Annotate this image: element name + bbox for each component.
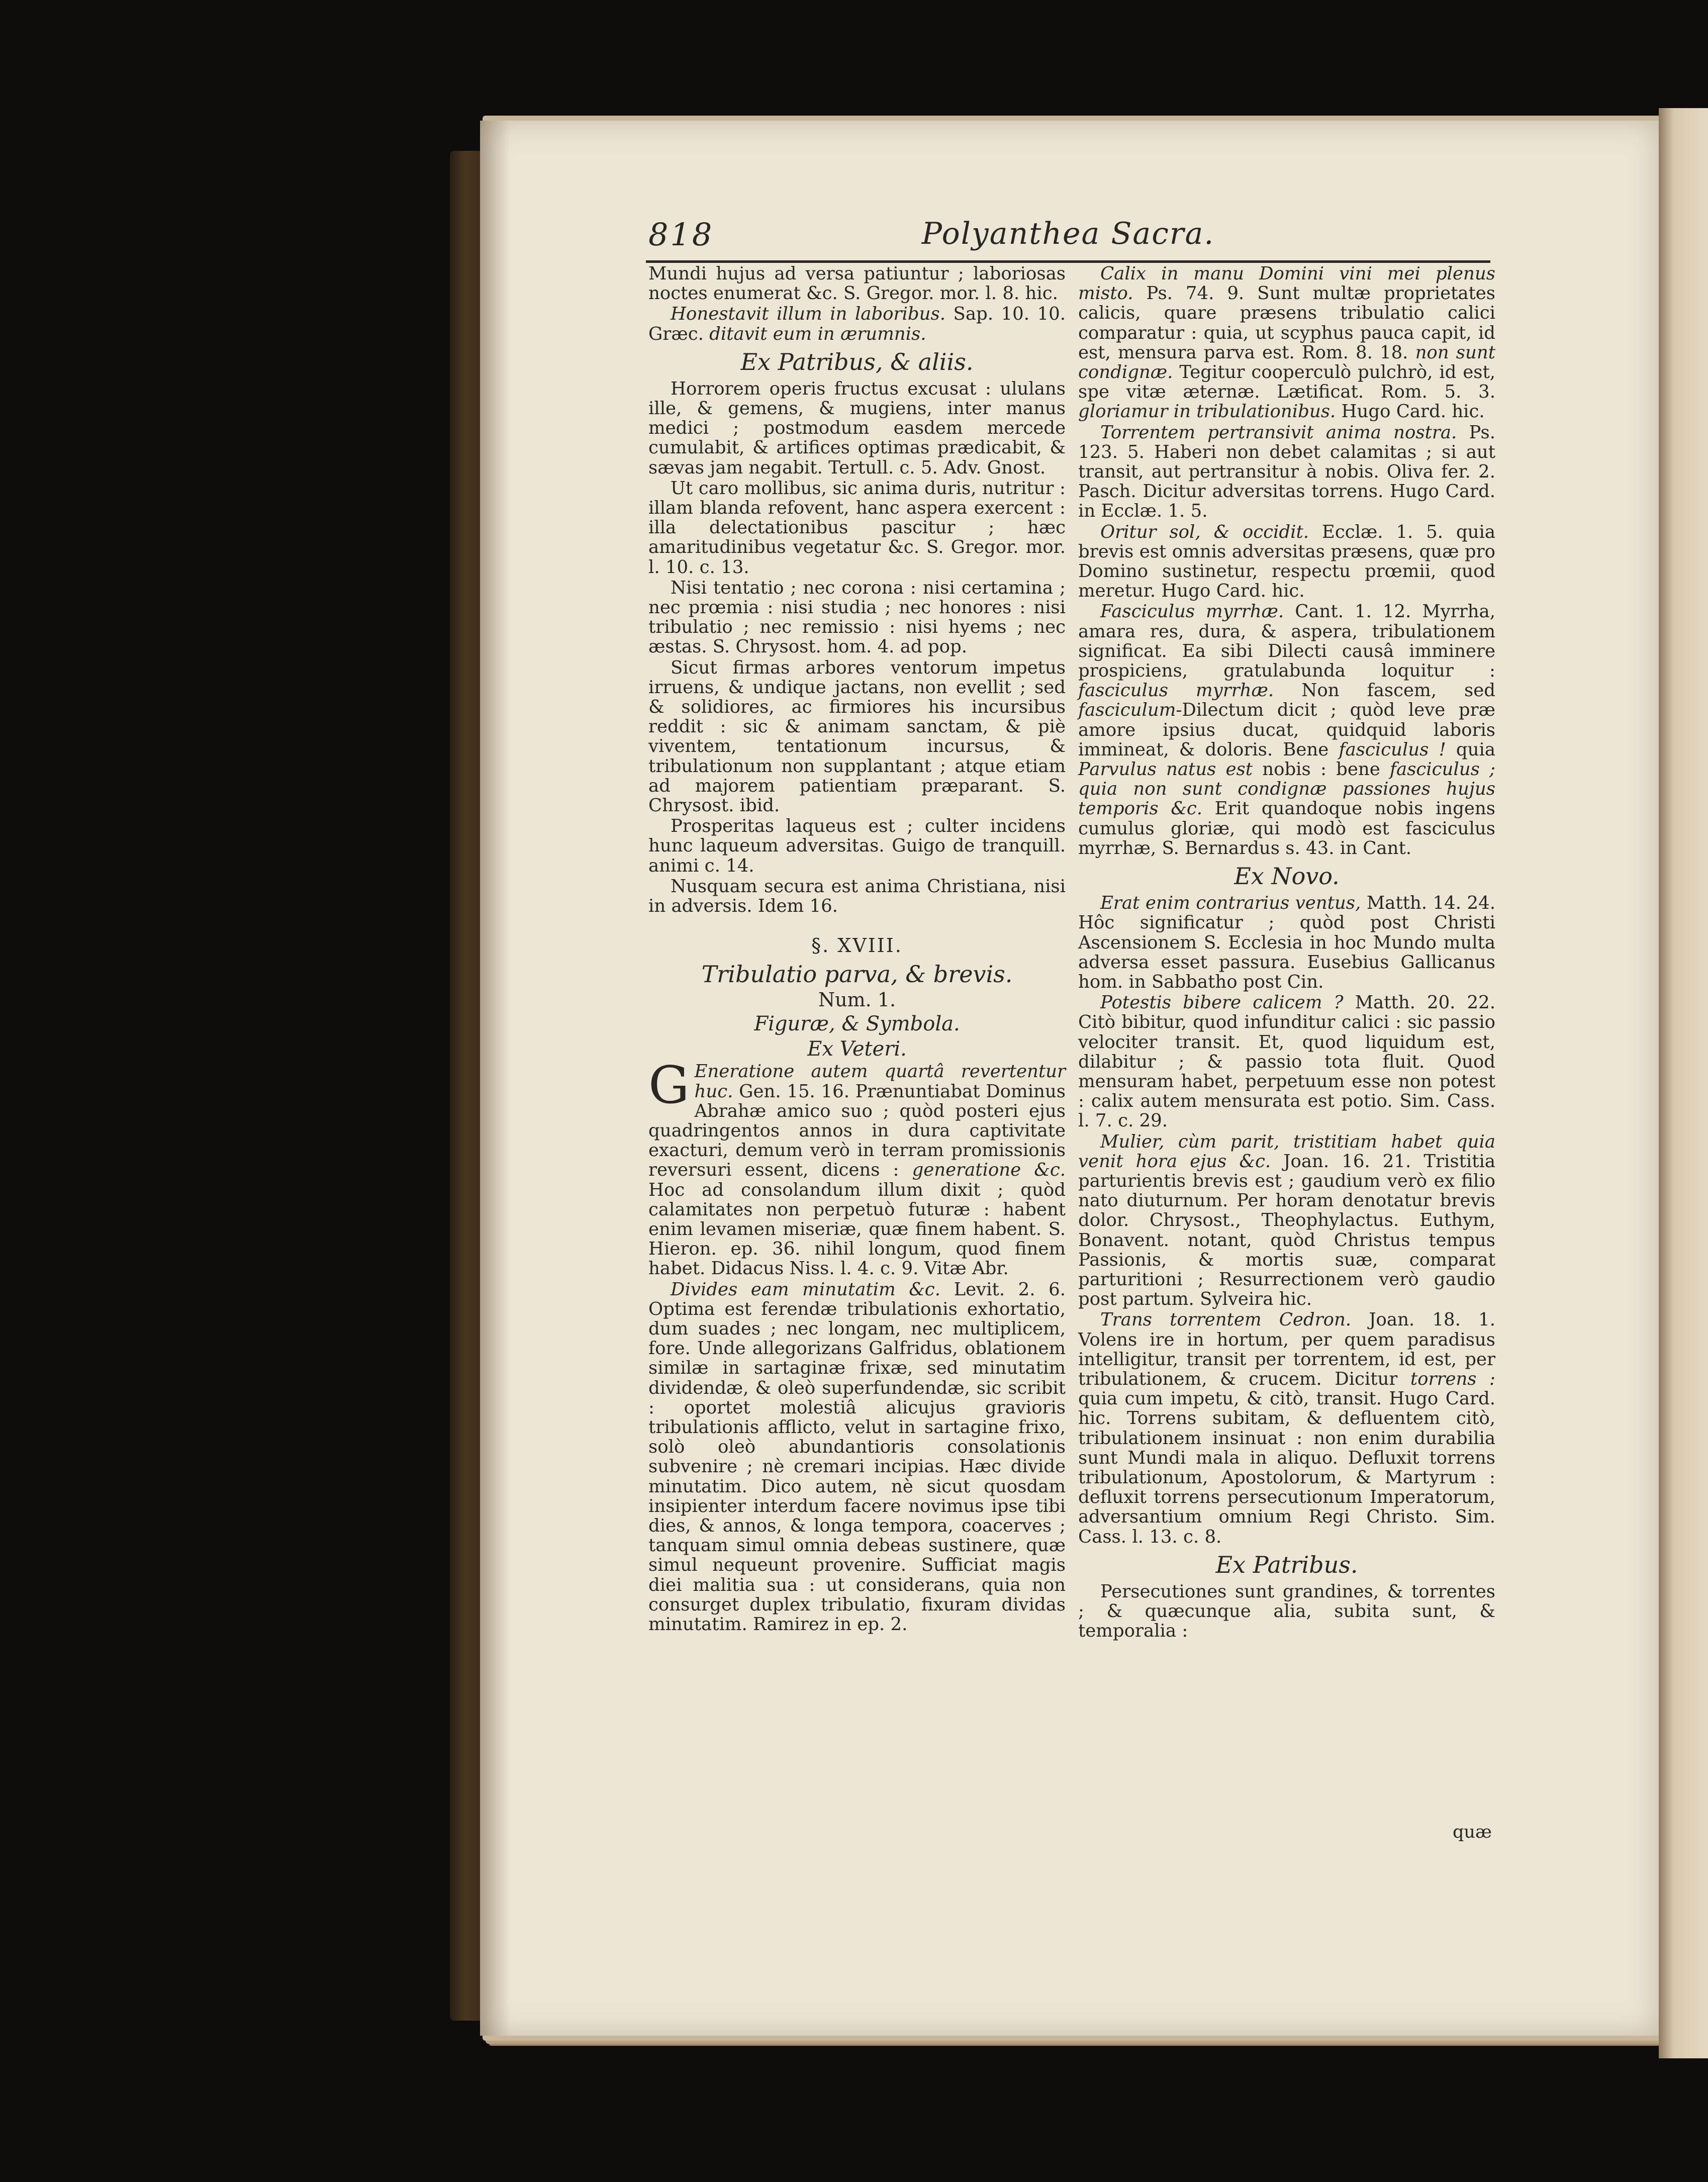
paragraph: Mundi hujus ad versa patiuntur ; laboriosas noctes enumerat &c. S. Gregor. mor. l. 8. hic. [648, 263, 1066, 304]
paragraph: Ut caro mollibus, sic anima duris, nutritur : illam blanda refovent, hanc aspera exercent : illa delectationibus pascitur ; hæc amaritudinibus vegetatur &c. S. Gregor. mor. l. 10. c. 13. [648, 478, 1066, 578]
running-title: Polyanthea Sacra. [921, 216, 1215, 251]
paragraph: Fasciculus myrrhæ. Cant. 1. 12. Myrrha, amara res, dura, & aspera, tribulationem significat. Ea sibi Dilecti causâ imminere prospiciens, gratulabunda loquitur : fasciculus myrrhæ. Non fascem, sed fasciculum-Dilectum dicit ; quòd leve præ amore ipsius ducat, quidquid laboris immineat, & doloris. Bene fasciculus ! quia Parvulus natus est nobis : bene fasciculus ; quia non sunt condignæ passiones hujus temporis &c. Erit quandoque nobis ingens cumulus gloriæ, qui modò est fasciculus myrrhæ, S. Bernardus s. 43. in Cant. [1078, 601, 1495, 859]
paragraph: Horrorem operis fructus excusat : ululans ille, & gemens, & mugiens, inter manus medici ; postmodum easdem mercede cumulabit, & artifices optimas prædicabit, & sævas jam negabit. Tertull. c. 5. Adv. Gnost. [648, 378, 1066, 478]
paragraph: Honestavit illum in laboribus. Sap. 10. 10. Græc. ditavit eum in ærumnis. [648, 304, 1066, 344]
paragraph: Divides eam minutatim &c. Levit. 2. 6. Optima est ferendæ tribulationis exhortatio, dum suades ; nec longam, nec multiplicem, fore. Unde allegorizans Galfridus, oblationem similæ in sartaginæ frixæ, sed minutatim dividendæ, & oleò superfundendæ, sic scribit : oportet molestiâ alicujus gravioris tribulationis afflicto, velut in sartagine frixo, solò oleò abundantioris consolationis subvenire ; nè cremari incipias. Hæc divide minutatim. Dico autem, nè sicut quosdam insipienter interdum facere novimus ipse tibi dies, & annos, & longa tempora, coacerves ; tanquam simul omnia debeas sustinere, quæ simul nequeunt provenire. Sufficiat magis diei malitia sua : ut considerans, quia non consurget duplex tribulatio, fixuram dividas minutatim. Ramirez in ep. 2. [648, 1279, 1066, 1635]
heading-ex-veteri: Ex Veteri. [807, 1037, 907, 1061]
heading-ex-patribus: Ex Patribus, & aliis. [740, 348, 974, 375]
header-rule [646, 260, 1490, 263]
paragraph: Persecutiones sunt grandines, & torrentes ; & quæcunque alia, subita sunt, & temporalia : [1078, 1581, 1495, 1642]
paragraph: Sicut firmas arbores ventorum impetus irruens, & undique jactans, non evellit ; sed & solidiores, ac firmiores his incursibus reddit : sic & animam sanctam, & piè viventem, tentationum incursus, & tribulationum non supplantant ; atque etiam ad majorem patientiam præparant. S. Chrysost. ibid. [648, 657, 1066, 816]
right-column [1078, 264, 1495, 1642]
paragraph: Prosperitas laqueus est ; culter incidens hunc laqueum adversitas. Guigo de tranquill. animi c. 14. [648, 816, 1066, 876]
heading-ex-patribus-2: Ex Patribus. [1215, 1551, 1358, 1578]
paragraph: Oritur sol, & occidit. Ecclæ. 1. 5. quia brevis est omnis adversitas præsens, quæ pro Domino sustinetur, respectu prœmii, quod meretur. Hugo Card. hic. [1078, 521, 1495, 602]
drop-cap: G [648, 1056, 690, 1116]
left-column [648, 264, 1066, 1635]
paragraph: Nisi tentatio ; nec corona : nisi certamina ; nec prœmia : nisi studia ; nec honores : nisi tribulatio ; nec remissio : nisi hyems ; nec æstas. S. Chrysost. hom. 4. ad pop. [648, 577, 1066, 657]
paragraph: Potestis bibere calicem ? Matth. 20. 22. Citò bibitur, quod infunditur calici : sic passio velociter transit. Et, quod liquidum est, dilabitur ; & passio tota fluit. Quod mensuram habet, perpetuum esse non potest : calix autem mensurata est potio. Sim. Cass. l. 7. c. 29. [1078, 992, 1495, 1131]
heading-figurae: Figuræ, & Symbola. [754, 1012, 960, 1036]
page-number: 818 [648, 216, 714, 253]
paragraph: Nusquam secura est anima Christiana, nisi in adversis. Idem 16. [648, 876, 1066, 917]
section-title: Tribulatio parva, & brevis. [701, 961, 1013, 988]
paragraph: Erat enim contrarius ventus, Matth. 14. 24. Hôc significatur ; quòd post Christi Ascensionem S. Ecclesia in hoc Mundo multa adversa esset passura. Eusebius Gallicanus hom. in Sabbatho post Cin. [1078, 893, 1495, 992]
gutter-shadow [480, 121, 510, 2036]
subsection-number: Num. 1. [818, 989, 896, 1011]
paragraph: Trans torrentem Cedron. Joan. 18. 1. Volens ire in hortum, per quem paradisus intelligitur, transit per torrentem, id est, per tribulationem, & crucem. Dicitur torrens : quia cum impetu, & citò, transit. Hugo Card. hic. Torrens subitam, & defluentem citò, tribulationem insinuat : non enim durabilia sunt Mundi mala in aliquo. Defluxit torrens tribulationum, Apostolorum, & Martyrum : defluxit torrens persecutionum Imperatorum, adversantium omnium Regi Christo. Sim. Cass. l. 13. c. 8. [1078, 1309, 1495, 1547]
paragraph: Calix in manu Domini vini mei plenus misto. Ps. 74. 9. Sunt multæ proprietates calicis, quare præsens tribulatio calici comparatur : quia, ut scyphus pauca capit, id est, mensura parva est. Rom. 8. 18. non sunt condignæ. Tegitur cooperculò pulchrò, id est, spe vitæ æternæ. Lætificat. Rom. 5. 3. gloriamur in tribulationibus. Hugo Card. hic. [1078, 263, 1495, 422]
page-header [648, 216, 1488, 261]
heading-ex-novo: Ex Novo. [1234, 863, 1340, 890]
catchword: quæ [1453, 1822, 1492, 1842]
paragraph: Mulier, cùm parit, tristitiam habet quia venit hora ejus &c. Joan. 16. 21. Tristitia parturientis brevis est ; gaudium verò ex filio nato diuturnum. Per horam denotatur brevis dolor. Chrysost., Theophylactus. Euthym, Bonavent. notant, quòd Christus tempus Passionis, & mortis suæ, comparat parturitioni ; Resurrectionem verò gaudio post partum. Sylveira hic. [1078, 1131, 1495, 1310]
book-page [480, 121, 1659, 2036]
paragraph: Torrentem pertransivit anima nostra. Ps. 123. 5. Haberi non debet calamitas ; si aut transit, aut pertransitur à nobis. Oliva fer. 2. Pasch. Dicitur adversitas torrens. Hugo Card. in Ecclæ. 1. 5. [1078, 422, 1495, 522]
paragraph: G Eneratione autem quartâ revertentur huc. Gen. 15. 16. Prænuntiabat Dominus Abrahæ amico suo ; quòd posteri ejus quadringentos annos in dura captivitate exacturi, demum verò in terram promissionis reversuri essent, dicens : generatione &c. Hoc ad consolandum illum dixit ; quòd calamitates non perpetuò futuræ : habent enim levamen miseriæ, quæ finem habent. S. Hieron. ep. 36. nihil longum, quod finem habet. Didacus Niss. l. 4. c. 9. Vitæ Abr. [648, 1056, 1066, 1279]
facing-page-edge [1659, 108, 1708, 2058]
section-number: §. XVIII. [811, 934, 903, 957]
